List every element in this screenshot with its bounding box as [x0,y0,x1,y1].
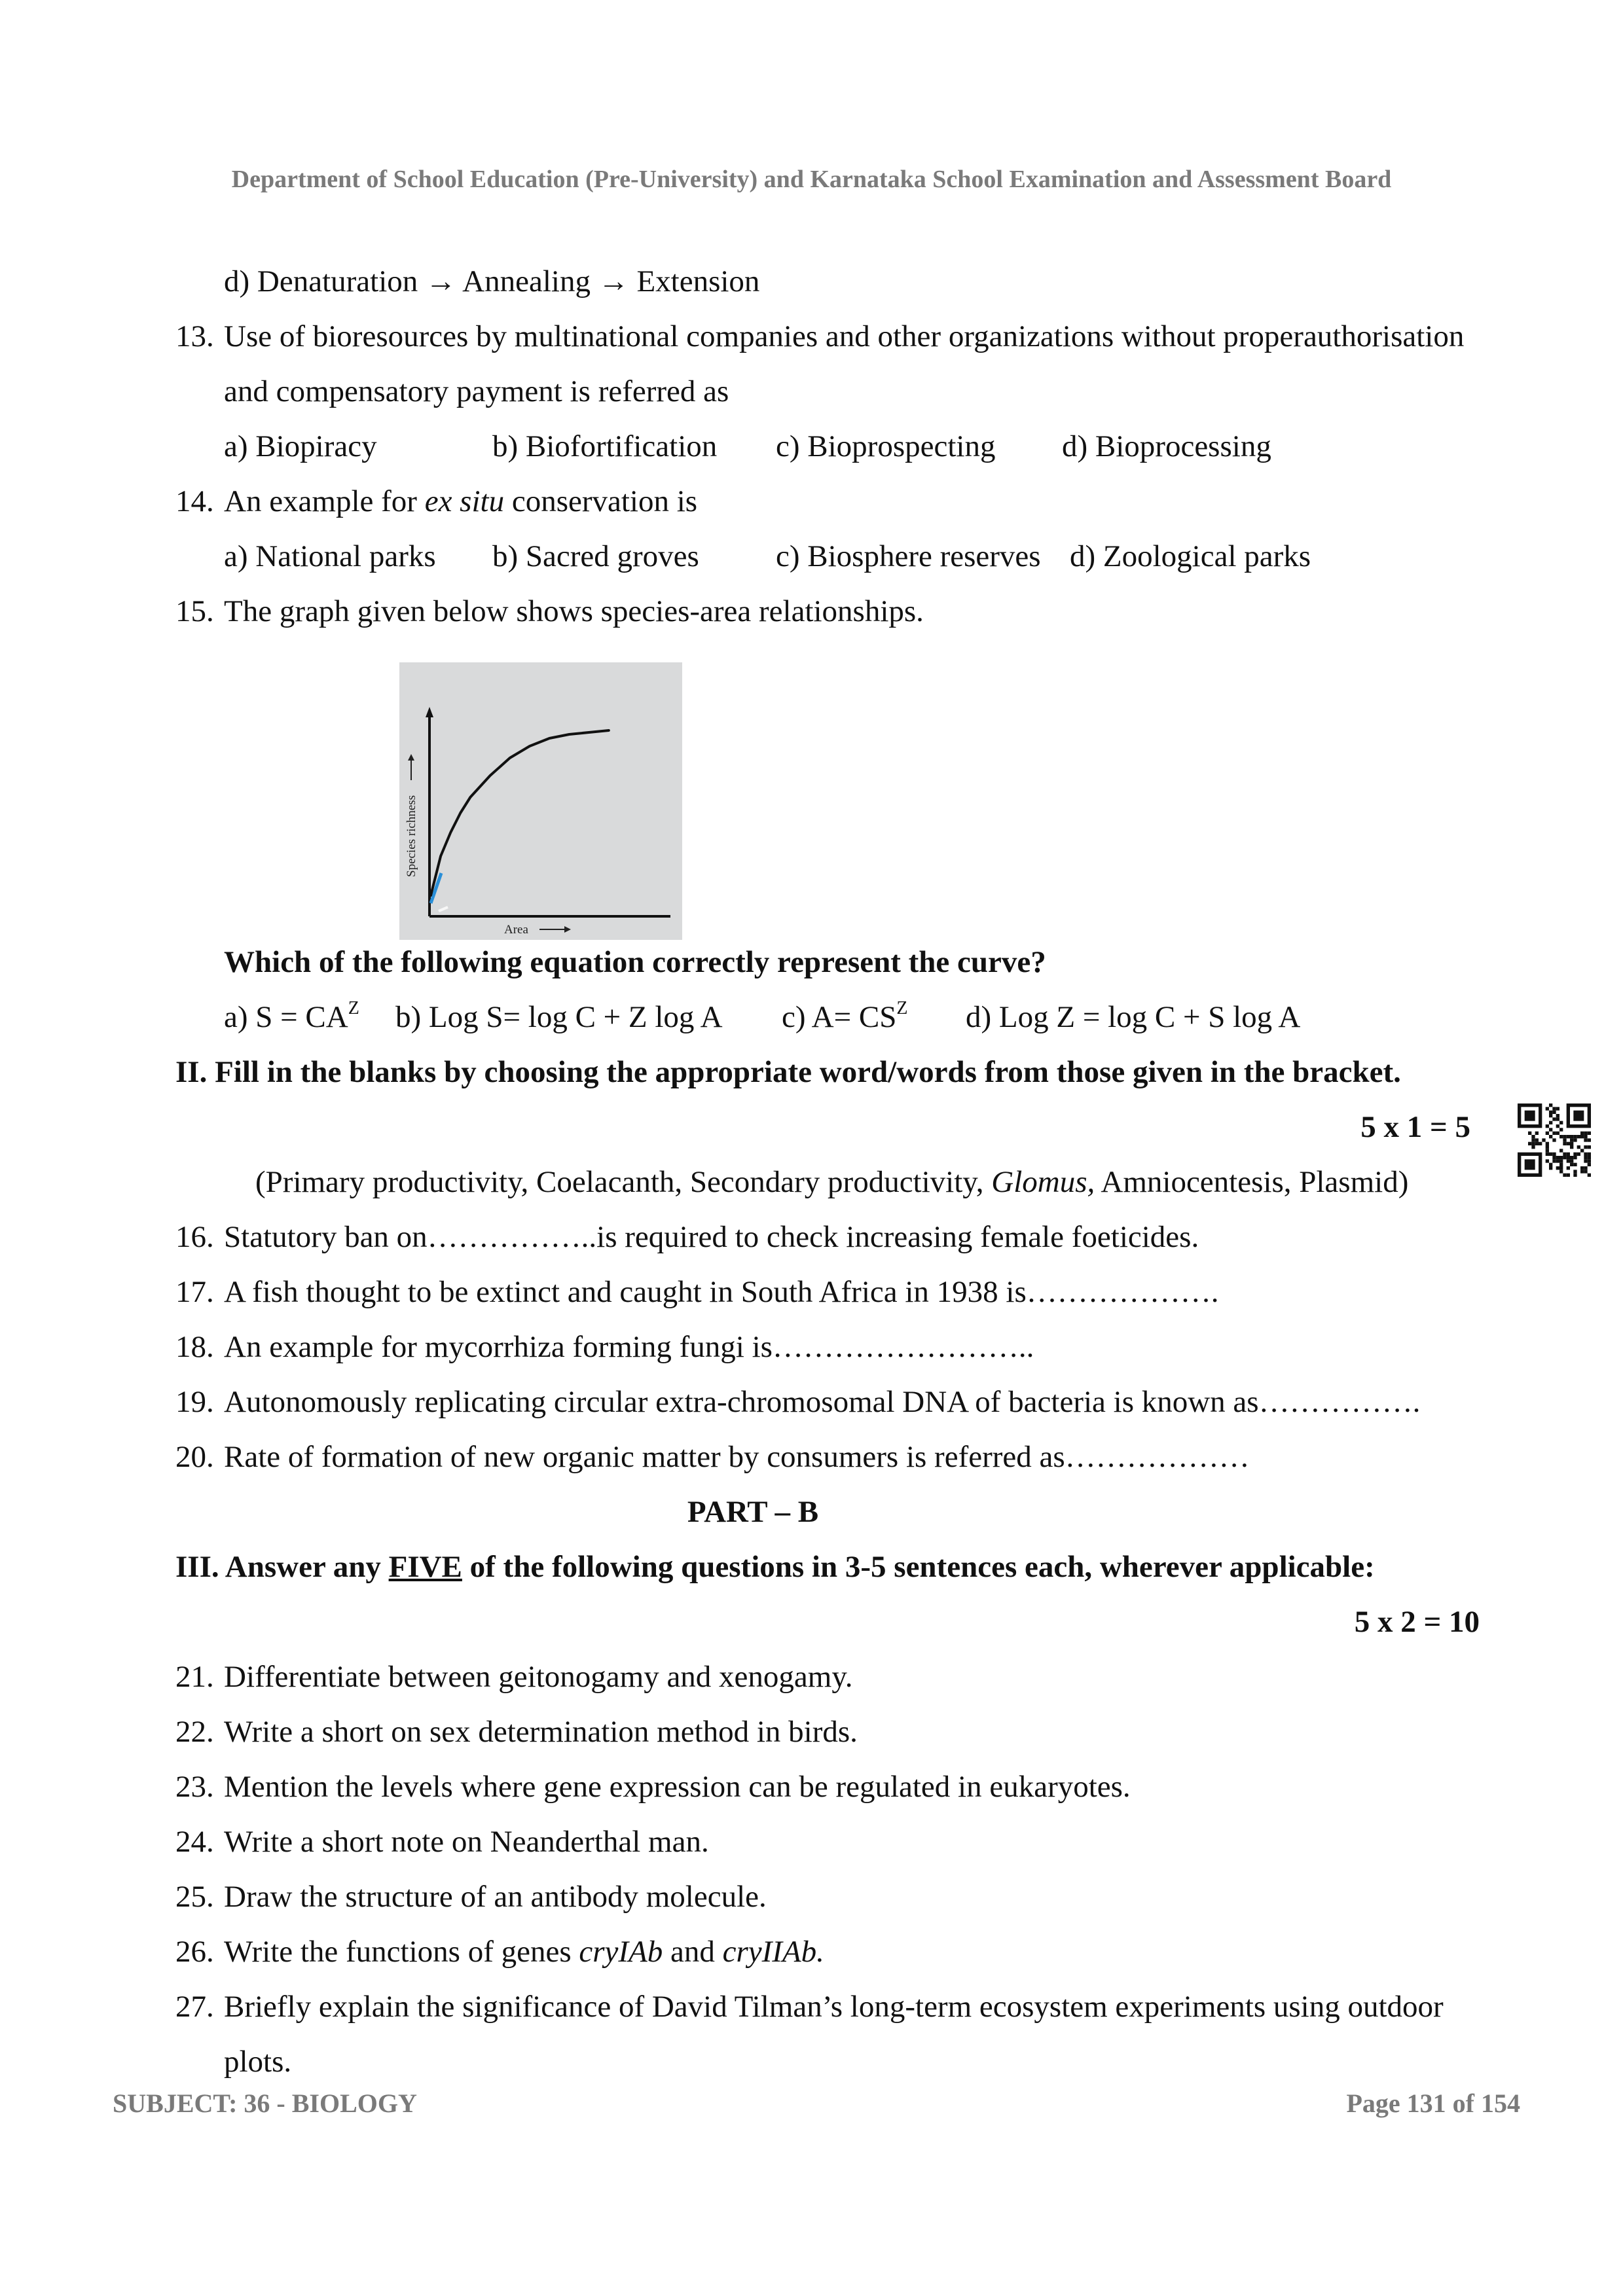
q17-number: 17. [175,1275,214,1309]
q14-option-b: b) Sacred groves [492,539,699,573]
q13-option-c: c) Bioprospecting [776,429,996,463]
q15-option-d: d) Log Z = log C + S log A [966,1000,1301,1034]
y-axis-label-arrow-icon [408,754,414,780]
q18-number: 18. [175,1330,214,1364]
species-area-curve [431,730,609,895]
q19-text: Autonomously replicating circular extra-chromosomal DNA of bacteria is known as……………. [224,1385,1421,1419]
q13-text-line1: Use of bioresources by multinational companies and other organizations without properauthorisation [224,319,1465,353]
q27-number: 27. [175,1990,214,2024]
x-axis-label-arrow-icon [539,926,571,933]
q13-number: 13. [175,319,214,353]
q14-number: 14. [175,484,214,518]
q23-text: Mention the levels where gene expression can be regulated in eukaryotes. [224,1770,1131,1804]
section-3-marks: 5 x 2 = 10 [1354,1605,1480,1639]
q12-option-d: d) Denaturation → Annealing → Extension [224,264,760,298]
q20-number: 20. [175,1440,214,1474]
q15-option-c: c) $A= CS^Z$ [782,998,908,1034]
q20-text: Rate of formation of new organic matter by consumers is referred as……………… [224,1440,1250,1474]
five-underlined: FIVE [388,1550,462,1584]
q14-text: An example for ex situ conservation is [224,484,698,518]
q14-option-c: c) Biosphere reserves [776,539,1041,573]
footer-subject: SUBJECT: 36 - BIOLOGY [113,2089,417,2118]
q17-text: A fish thought to be extinct and caught in South Africa in 1938 is………………. [224,1275,1219,1309]
q13-text-line2: and compensatory payment is referred as [224,374,729,408]
q15-option-a: a) $S = CA^Z$ [224,998,359,1034]
q16-text: Statutory ban on……………..is required to check increasing female foeticides. [224,1220,1199,1254]
q21-text: Differentiate between geitonogamy and xenogamy. [224,1660,853,1694]
q15-option-b: b) Log S= log C + Z log A [395,1000,723,1034]
q14-option-a: a) National parks [224,539,436,573]
qr-code[interactable] [1518,1103,1591,1177]
q22-text: Write a short on sex determination method in birds. [224,1715,858,1749]
q21-number: 21. [175,1660,214,1694]
q15-number: 15. [175,594,214,628]
q24-text: Write a short note on Neanderthal man. [224,1825,709,1859]
q18-text: An example for mycorrhiza forming fungi is…………………….. [224,1330,1034,1364]
q15-question: Which of the following equation correctly represent the curve? [224,945,1046,979]
q13-option-d: d) Bioprocessing [1062,429,1271,463]
q14-ex-situ: ex situ [424,484,505,518]
q22-number: 22. [175,1715,214,1749]
q13-option-a: a) Biopiracy [224,429,377,463]
section-3-title: III. Answer any FIVE of the following questions in 3-5 sentences each, wherever applicable: [175,1550,1375,1584]
species-area-graph [399,662,682,940]
white-marker [439,907,448,911]
q24-number: 24. [175,1825,214,1859]
section-2-title: II. Fill in the blanks by choosing the appropriate word/words from those given in the bracket. [175,1055,1401,1089]
q27-text-line1: Briefly explain the significance of David Tilman’s long-term ecosystem experiments using outdoor [224,1990,1444,2024]
gene-cryIIAb: cryIIAb. [722,1935,824,1969]
q14-option-d: d) Zoological parks [1070,539,1311,573]
footer-page-number: Page 131 of 154 [1346,2089,1520,2118]
gene-cryIAb: cryIAb [579,1935,663,1969]
q27-text-line2: plots. [224,2045,292,2079]
q26-number: 26. [175,1935,214,1969]
q19-number: 19. [175,1385,214,1419]
q26-text: Write the functions of genes cryIAb and cryIIAb. [224,1935,824,1969]
q25-number: 25. [175,1880,214,1914]
y-axis-arrow-icon [426,707,433,717]
species-area-chart-svg [399,662,682,940]
part-b-heading: PART – B [687,1495,819,1529]
section-2-marks: 5 x 1 = 5 [1360,1110,1470,1144]
document-header: Department of School Education (Pre-University) and Karnataka School Examination and Assessment Board [231,166,1392,193]
section-2-word-bank: (Primary productivity, Coelacanth, Secondary productivity, Glomus, Amniocentesis, Plasmid) [255,1165,1409,1199]
y-axis-label: Species richness [405,795,418,877]
glomus-term: Glomus, [991,1165,1095,1199]
q23-number: 23. [175,1770,214,1804]
x-axis-label: Area [504,923,528,937]
q16-number: 16. [175,1220,214,1254]
q13-option-b: b) Biofortification [492,429,718,463]
q15-text: The graph given below shows species-area relationships. [224,594,924,628]
q25-text: Draw the structure of an antibody molecule. [224,1880,767,1914]
